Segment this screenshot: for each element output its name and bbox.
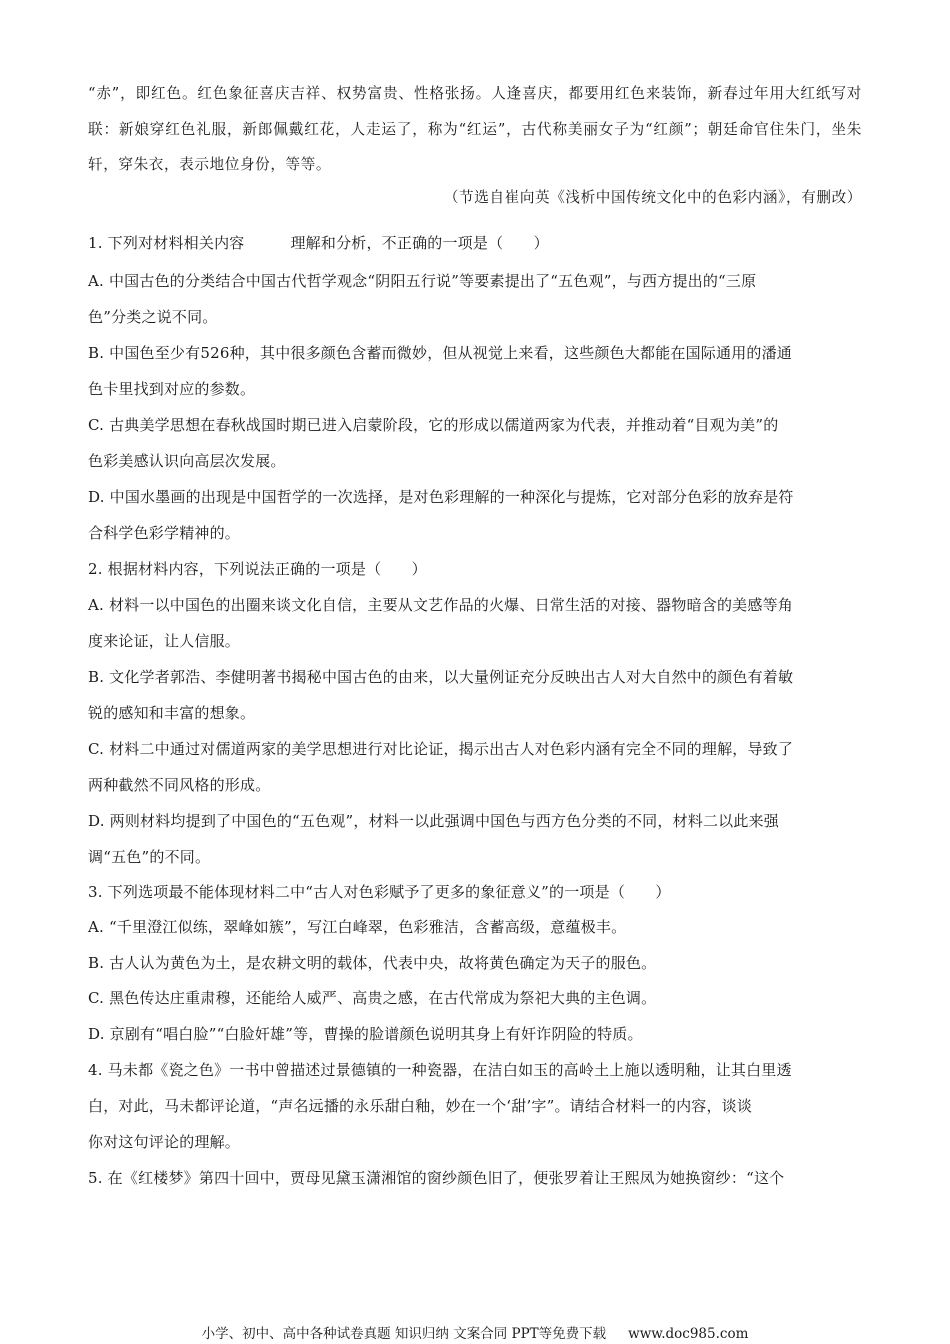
q2-option-b-line2: 锐的感知和丰富的想象。 — [88, 703, 256, 722]
footer-text: 小学、初中、高中各种试卷真题 知识归纳 文案合同 PPT等免费下载 — [201, 1326, 607, 1342]
q2-option-a-line2: 度来论证，让人信服。 — [88, 631, 241, 650]
question-1-stem-part-a: 1. 下列对材料相关内容 — [88, 233, 245, 252]
q3-option-d: D. 京剧有“唱白脸”“白脸奸雄”等，曹操的脸谱颜色说明其身上有奸诈阴险的特质。 — [88, 1024, 643, 1043]
question-2 — [88, 551, 862, 875]
q3-option-b: B. 古人认为黄色为土，是农耕文明的载体，代表中央，故将黄色确定为天子的服色。 — [88, 953, 657, 972]
q1-option-d-line2: 合科学色彩学精神的。 — [88, 523, 241, 542]
passage-paragraph: “赤”，即红色。红色象征喜庆吉祥、权势富贵、性格张扬。人逢喜庆，都要用红色来装饰，新春过年用大红纸写对联：新娘穿红色礼服，新郎佩戴红花，人走运了，称为“红运”，古代称美丽女子为“红颜”；朝廷命官住朱门，坐朱轩，穿朱衣，表示地位身份，等等。 — [88, 85, 862, 173]
q1-option-c-line1: C. 古典美学思想在春秋战国时期已进入启蒙阶段，它的形成以儒道两家为代表，并推动着“目观为美”的 — [88, 415, 779, 434]
q1-option-a-line1: A. 中国古色的分类结合中国古代哲学观念“阴阳五行说”等要素提出了“五色观”，与西方提出的“三原 — [88, 271, 757, 290]
q2-option-d-line2: 调“五色”的不同。 — [88, 847, 211, 866]
question-5 — [88, 1160, 862, 1196]
q2-option-c-line1: C. 材料二中通过对儒道两家的美学思想进行对比论证，揭示出古人对色彩内涵有完全不同的理解，导致了 — [88, 739, 794, 758]
question-1-stem — [88, 225, 862, 261]
q1-option-b-line2: 色卡里找到对应的参数。 — [88, 379, 256, 398]
question-1-stem-part-b: 理解和分析，不正确的一项是（ ） — [290, 233, 549, 252]
q3-option-c: C. 黑色传达庄重肃穆，还能给人威严、高贵之感，在古代常成为祭祀大典的主色调。 — [88, 989, 657, 1008]
question-3 — [88, 875, 862, 1053]
question-5-line1: 5. 在《红楼梦》第四十回中，贾母见黛玉潇湘馆的窗纱颜色旧了，便张罗着让王熙凤为她换窗纱：“这个 — [88, 1169, 785, 1188]
q2-option-a-line1: A. 材料一以中国色的出圈来谈文化自信，主要从文艺作品的火爆、日常生活的对接、器物暗含的美感等角 — [88, 595, 793, 614]
question-4-line2: 白，对此，马未都评论道，“声名远播的永乐甜白釉，妙在一个‘甜’字”。请结合材料一的内容，谈谈 — [88, 1097, 753, 1116]
q1-option-b-line1: B. 中国色至少有526种，其中很多颜色含蓄而微妙，但从视觉上来看，这些颜色大都能在国际通用的潘通 — [88, 343, 792, 362]
q1-option-c-line2: 色彩美感认识向高层次发展。 — [88, 451, 286, 470]
q2-option-d-line1: D. 两则材料均提到了中国色的“五色观”，材料一以此强调中国色与西方色分类的不同，材料二以此来强 — [88, 811, 779, 830]
q1-option-d-line1: D. 中国水墨画的出现是中国哲学的一次选择，是对色彩理解的一种深化与提炼，它对部分色彩的放弃是符 — [88, 487, 794, 506]
question-4-line3: 你对这句评论的理解。 — [88, 1133, 241, 1152]
document-page — [88, 76, 862, 1196]
question-3-stem: 3. 下列选项最不能体现材料二中“古人对色彩赋予了更多的象征意义”的一项是（ ） — [88, 882, 671, 901]
question-4-line1: 4. 马未都《瓷之色》一书中曾描述过景德镇的一种瓷器，在洁白如玉的高岭土上施以透明釉，让其白里透 — [88, 1061, 792, 1080]
footer-url[interactable]: www.doc985.com — [628, 1326, 749, 1342]
question-1 — [88, 225, 862, 551]
passage-source: （节选自崔向英《浅析中国传统文化中的色彩内涵》，有删改） — [443, 188, 862, 206]
q2-option-c-line2: 两种截然不同风格的形成。 — [88, 775, 271, 794]
question-2-stem: 2. 根据材料内容，下列说法正确的一项是（ ） — [88, 559, 427, 578]
q1-option-a-line2: 色”分类之说不同。 — [88, 307, 218, 326]
q2-option-b-line1: B. 文化学者郭浩、李健明著书揭秘中国古色的由来，以大量例证充分反映出古人对大自然中的颜色有着敏 — [88, 667, 794, 686]
question-4 — [88, 1052, 862, 1160]
page-footer — [0, 1322, 950, 1342]
q3-option-a: A. “千里澄江似练，翠峰如簇”，写江白峰翠，色彩雅洁，含蓄高级，意蕴极丰。 — [88, 918, 627, 937]
